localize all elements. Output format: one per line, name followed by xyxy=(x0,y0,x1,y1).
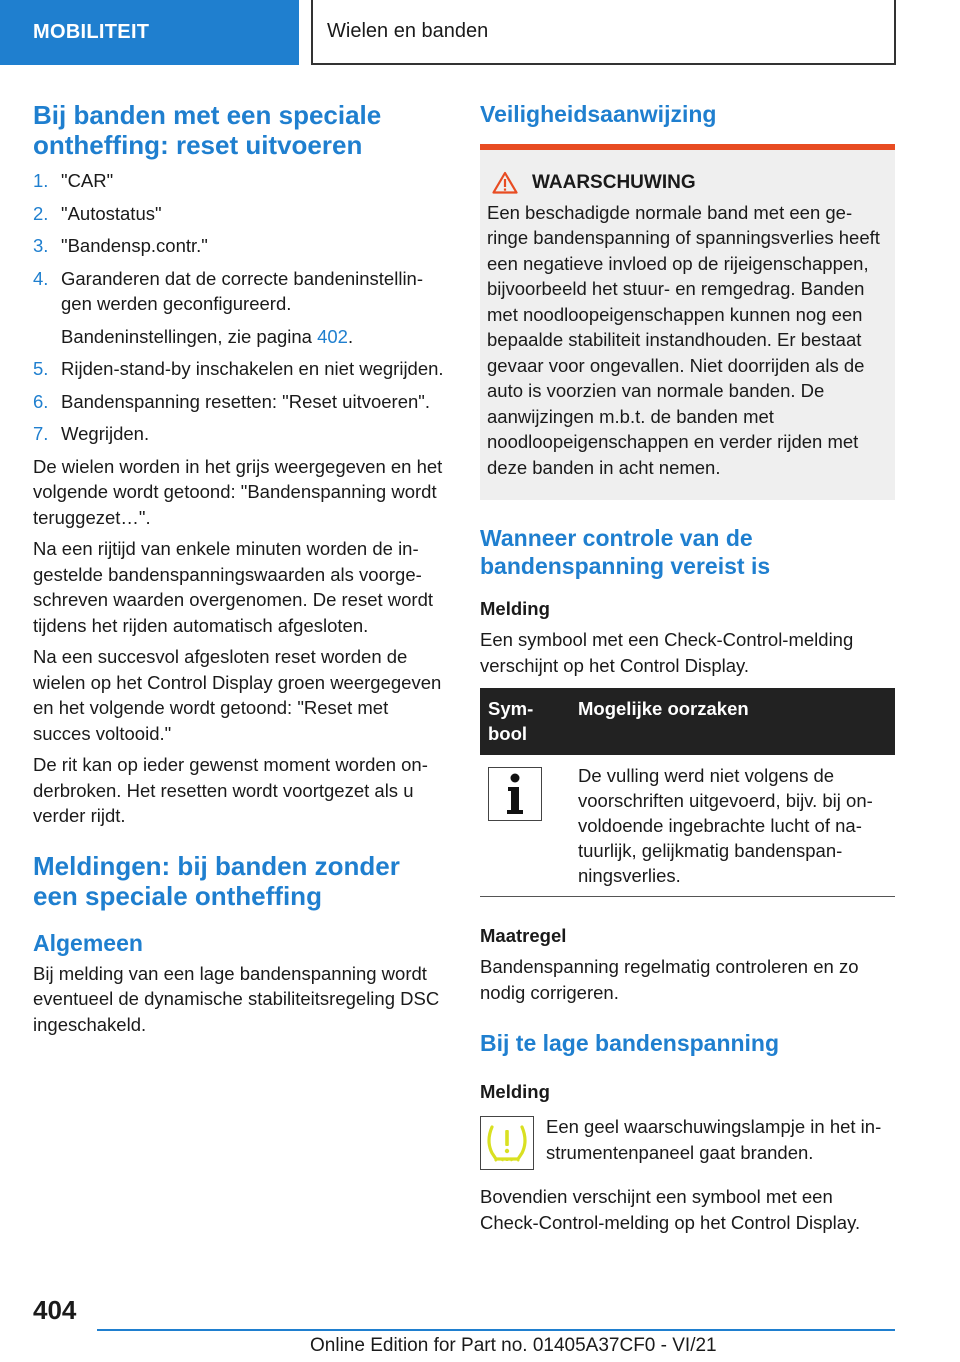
lamp-text: Een geel waarschuwingslampje in het instrumentenpaneel gaat branden. xyxy=(546,1116,882,1163)
low-pressure-heading: Bij te lage bandenspanning xyxy=(480,1030,780,1056)
final-text: Bovendien verschijnt een symbool met een Check-Control-melding op het Control Display. xyxy=(480,1186,861,1233)
right-column xyxy=(480,100,895,1235)
step-item xyxy=(33,421,445,447)
measure-text: Bandenspanning regelmatig controleren en zo nodig corrigeren. xyxy=(480,956,859,1003)
step-text: Garanderen dat de correcte bandeninstellingen werden geconfigureerd. xyxy=(61,267,424,314)
melding-label: Melding xyxy=(480,598,550,619)
page-number: 404 xyxy=(33,1295,77,1325)
page-link[interactable]: 402 xyxy=(317,325,348,347)
step-number: 5. xyxy=(33,358,49,379)
warning-text: Een beschadigde normale band met een geringe bandenspanning of spanningsverlies heeft een negatieve invloed op de rijeigenschappen, bijvoorbeeld het stuur- en remgedrag. Banden met noodloopeigenschappen kunnen nog een bepaalde stabiliteit instandhouden. Er bestaat gevaar voor ongevallen. Niet doorrijden als de auto is voorzien van normale banden. De aanwijzingen m.b.t. de banden met noodloopeigenschappen en verder rijden met deze banden in acht nemen. xyxy=(487,201,880,478)
step-number: 2. xyxy=(33,202,49,224)
reset-heading: Bij banden met een speciale ontheffing: reset uitvoeren xyxy=(33,100,382,160)
causes-table xyxy=(480,688,895,897)
step-item xyxy=(33,356,445,382)
measure-label: Maatregel xyxy=(480,925,567,946)
step-text: "Autostatus" xyxy=(61,202,162,224)
table-header-row xyxy=(480,688,895,755)
paragraph: Na een succesvol afgesloten reset worden de wielen op het Control Display groen weergegeven en het volgende wordt getoond: "Reset met succes voltooid." xyxy=(33,646,442,744)
reset-steps xyxy=(33,168,445,317)
step-text: "CAR" xyxy=(61,170,114,191)
table-row xyxy=(480,755,895,897)
step-number: 7. xyxy=(33,423,49,444)
step-number: 3. xyxy=(33,235,49,256)
step-item xyxy=(33,233,445,259)
melding2-label: Melding xyxy=(480,1081,550,1102)
paragraph: Na een rijtijd van enkele minuten worden de ingestelde bandenspanningswaarden als voorgeschreven waarden overgenomen. De reset wordt tijdens het rijden automatisch afgesloten. xyxy=(33,538,434,636)
step-text: "Bandensp.contr." xyxy=(61,235,208,256)
footer-edition: Online Edition for Part no. 01405A37CF0 - VI/21 xyxy=(310,1335,717,1356)
warning-header xyxy=(487,170,887,196)
step-text: Wegrijden. xyxy=(61,423,150,444)
symbol-cell xyxy=(480,755,570,897)
paragraph: De wielen worden in het grijs weergegeven en het volgende wordt getoond: "Bandenspanning wordt teruggezet…". xyxy=(33,455,443,528)
melding-text: Een symbool met een Check-Control-melding verschijnt op het Control Display. xyxy=(480,629,854,676)
step-note-text: Bandeninstellingen, zie pagina xyxy=(61,325,318,347)
causes-cell: De vulling werd niet volgens de voorschriften uitgevoerd, bijv. bij onvoldoende ingebrachte lucht of natuurlijk, gelijkmatig bandenspanningsverlies. xyxy=(570,755,895,897)
step-item xyxy=(33,266,445,317)
lamp-row xyxy=(480,1114,895,1170)
section-label: MOBILITEIT xyxy=(33,20,150,43)
warning-box xyxy=(480,144,895,500)
warning-title: WAARSCHUWING xyxy=(532,172,696,193)
step-number: 1. xyxy=(33,170,49,191)
safety-heading: Veiligheidsaanwijzing xyxy=(480,101,717,127)
info-icon xyxy=(488,767,542,821)
footer-divider xyxy=(97,1329,895,1331)
col-symbol: Symbool xyxy=(480,688,570,755)
step-note xyxy=(33,324,445,350)
messages-heading: Meldingen: bij banden zonder een speciale ontheffing xyxy=(33,850,400,911)
step-note-dot: . xyxy=(347,325,354,347)
chapter-title xyxy=(311,0,896,65)
section-tab xyxy=(0,0,299,65)
check-heading: Wanneer controle van de bandenspanning vereist is xyxy=(480,525,771,579)
step-text: Bandenspanning resetten: "Reset uitvoeren". xyxy=(61,390,430,412)
step-item xyxy=(33,201,445,227)
warning-triangle-icon xyxy=(492,171,518,194)
step-item xyxy=(33,389,445,415)
step-number: 4. xyxy=(33,267,49,289)
step-item xyxy=(33,168,445,194)
col-causes: Mogelijke oorzaken xyxy=(570,688,895,755)
step-text: Rijden-stand-by inschakelen en niet wegrijden. xyxy=(61,358,444,379)
reset-steps-continued xyxy=(33,356,445,447)
general-heading: Algemeen xyxy=(33,929,143,956)
chapter-label: Wielen en banden xyxy=(327,19,489,42)
general-text: Bij melding van een lage bandenspanning wordt eventueel de dynamische stabiliteitsregeling DSC ingeschakeld. xyxy=(33,962,440,1035)
left-column xyxy=(33,100,445,1037)
tire-pressure-warning-icon xyxy=(480,1116,534,1170)
step-number: 6. xyxy=(33,390,49,412)
paragraph: De rit kan op ieder gewenst moment worden onderbroken. Het resetten wordt voortgezet als u verder rijdt. xyxy=(33,754,428,826)
